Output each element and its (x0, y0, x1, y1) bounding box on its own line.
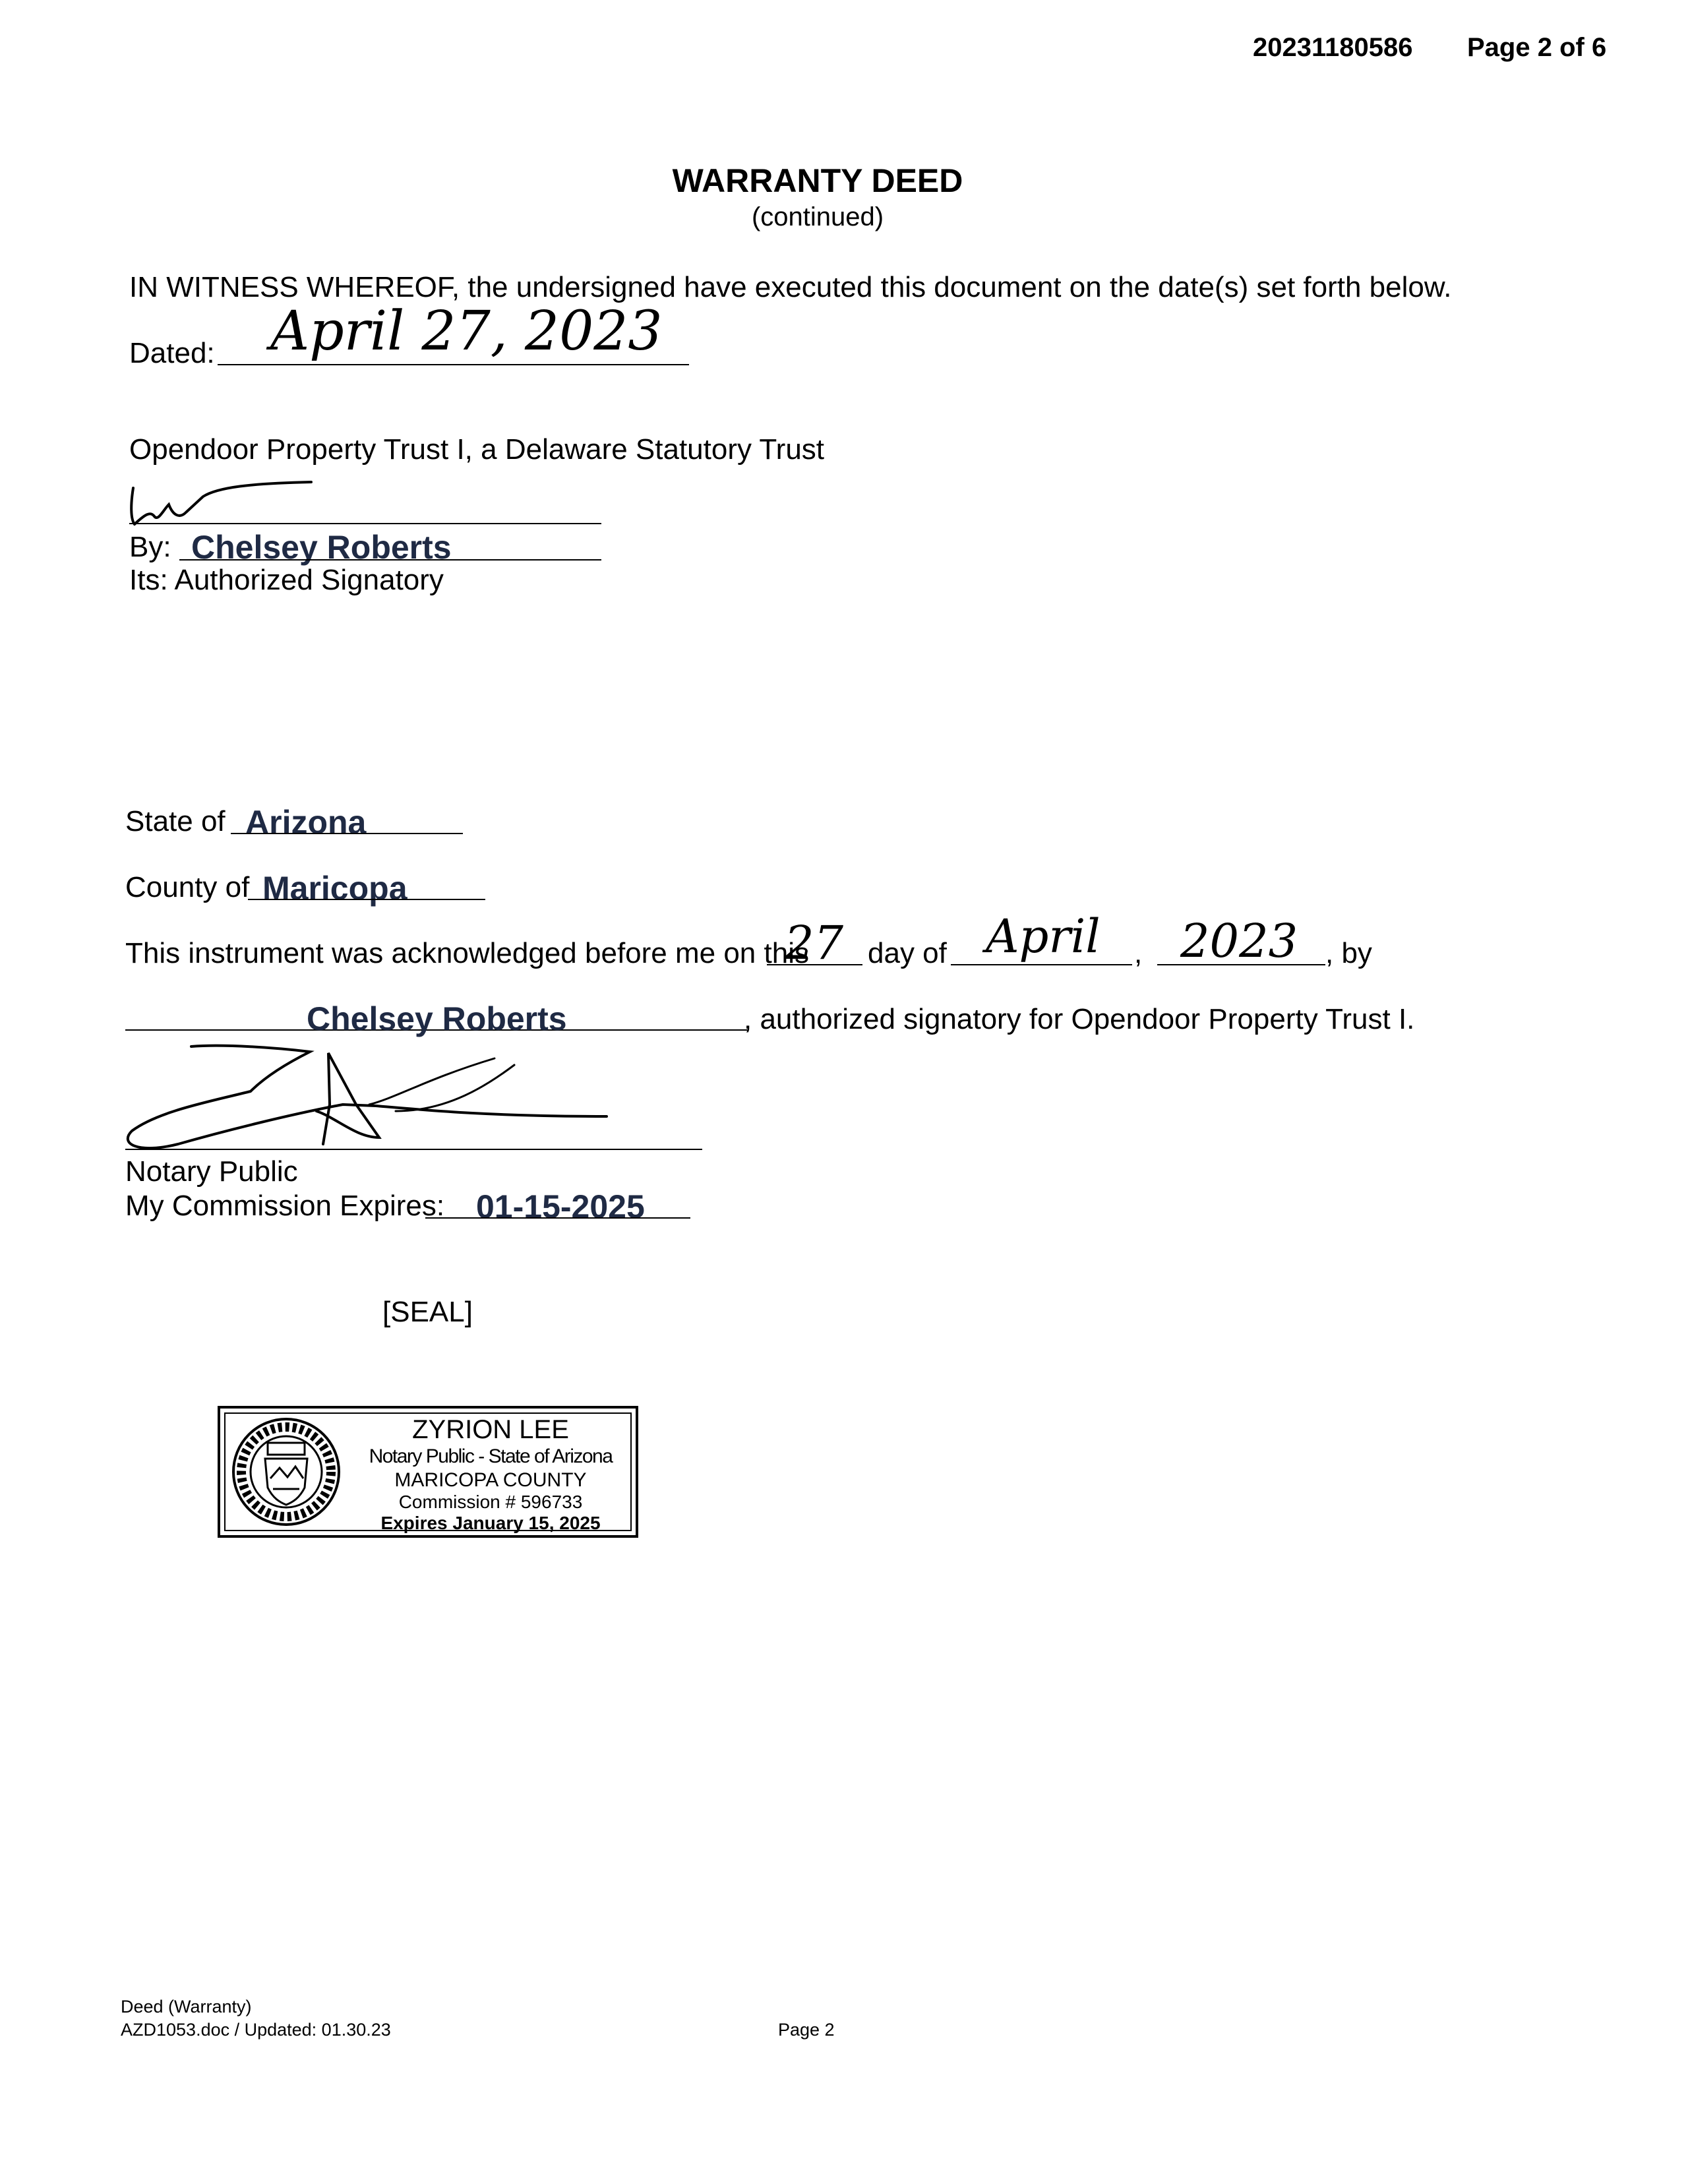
acknowledged-signer-name: Chelsey Roberts (307, 1000, 567, 1037)
footer-page-number: Page 2 (778, 2020, 835, 2040)
seal-label: [SEAL] (382, 1296, 473, 1328)
page-indicator: Page 2 of 6 (1467, 33, 1607, 62)
footer-form-id: AZD1053.doc / Updated: 01.30.23 (121, 2020, 391, 2040)
stamp-line-4: Expires January 15, 2025 (380, 1513, 601, 1533)
ack-month-underline (951, 964, 1132, 965)
stamp-line-3: Commission # 596733 (398, 1492, 583, 1512)
dated-underline (218, 364, 689, 365)
grantor-signer-name: Chelsey Roberts (191, 529, 452, 566)
state-underline (231, 833, 463, 834)
commission-underline (425, 1217, 690, 1219)
state-value: Arizona (245, 804, 367, 841)
document-subtitle: (continued) (751, 202, 884, 231)
ack-month-handwritten: April (986, 909, 1100, 963)
notary-signature-line (125, 1149, 702, 1150)
by-underline (179, 559, 601, 561)
county-label: County of (125, 871, 250, 903)
ack-day-of: day of (868, 937, 947, 969)
state-label: State of (125, 805, 226, 837)
document-title: WARRANTY DEED (672, 162, 963, 199)
stamp-line-2: MARICOPA COUNTY (394, 1469, 587, 1491)
ack-by: , by (1325, 937, 1372, 969)
commission-expires-date: 01-15-2025 (476, 1188, 645, 1225)
grantor-signature-line (129, 523, 601, 524)
grantor-entity: Opendoor Property Trust I, a Delaware Statutory Trust (129, 433, 825, 466)
notary-public-label: Notary Public (125, 1155, 298, 1188)
arizona-state-seal-icon (227, 1415, 346, 1529)
notary-signature (119, 1039, 620, 1157)
document-number: 20231180586 (1253, 33, 1413, 62)
ack-comma: , (1134, 937, 1143, 969)
ack-year-handwritten: 2023 (1180, 914, 1298, 968)
dated-handwritten-value: April 27, 2023 (270, 300, 663, 363)
acknowledgment-text: This instrument was acknowledged before me on this (125, 937, 809, 969)
stamp-notary-name: ZYRION LEE (412, 1415, 569, 1444)
county-underline (248, 899, 485, 900)
notary-stamp (218, 1406, 638, 1538)
footer-form-name: Deed (Warranty) (121, 1997, 252, 2017)
by-label: By: (129, 531, 171, 563)
dated-label: Dated: (129, 337, 215, 369)
signer-capacity-text: , authorized signatory for Opendoor Property Trust I. (744, 1003, 1415, 1035)
its-title: Its: Authorized Signatory (129, 564, 444, 596)
county-value: Maricopa (262, 870, 407, 907)
commission-expires-label: My Commission Expires: (125, 1190, 445, 1222)
stamp-line-1: Notary Public - State of Arizona (369, 1445, 613, 1467)
witness-clause: IN WITNESS WHEREOF, the undersigned have executed this document on the date(s) set forth below. (129, 271, 1452, 303)
ack-day-handwritten: 27 (785, 916, 844, 970)
